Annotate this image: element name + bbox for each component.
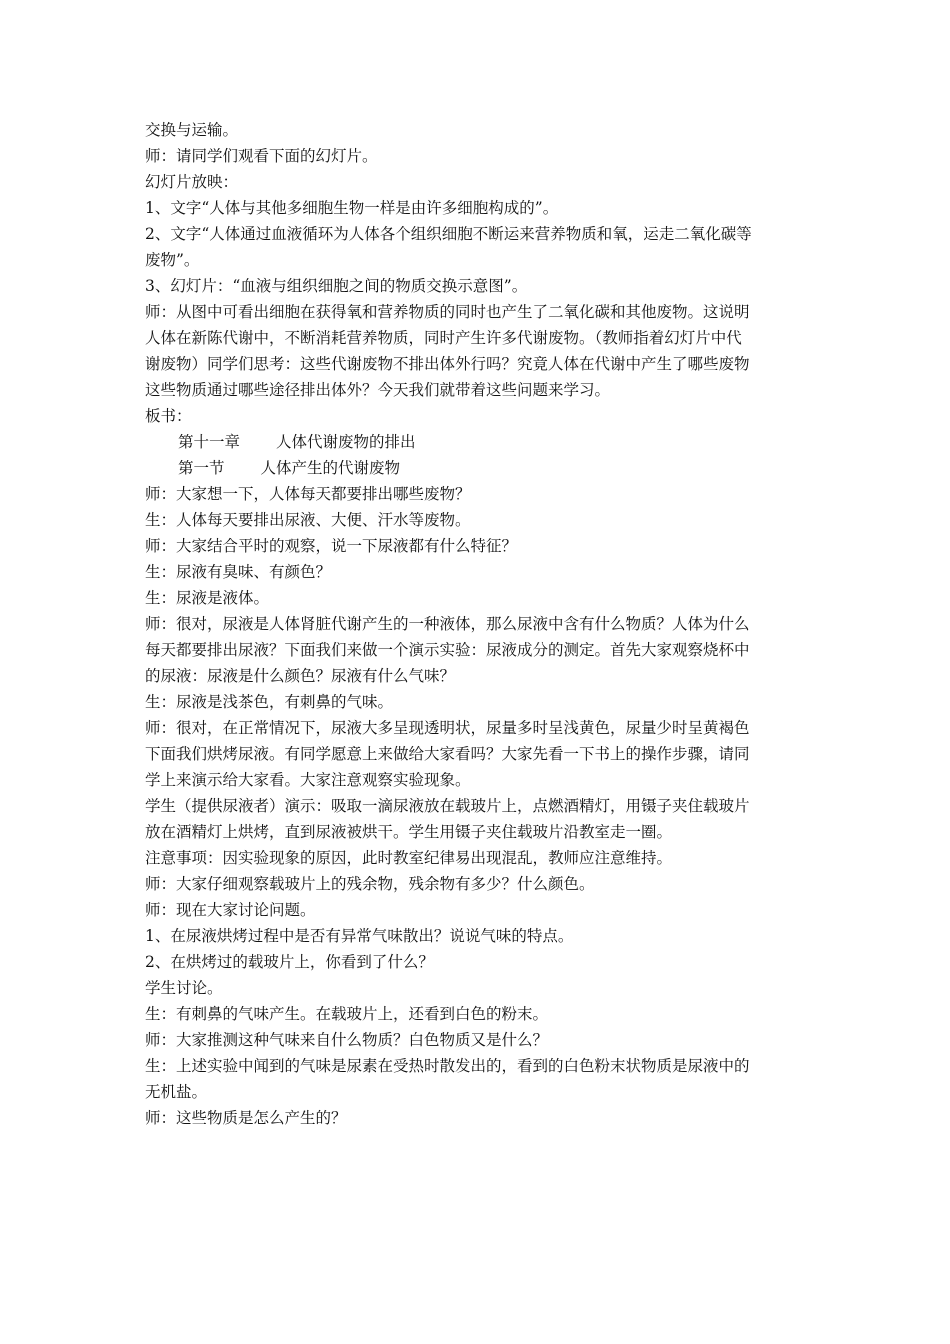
text-line: 师：大家结合平时的观察，说一下尿液都有什么特征？ <box>145 537 518 555</box>
section-label: 第一节 <box>178 459 225 477</box>
document-page <box>145 117 815 1131</box>
text-line: 谢废物）同学们思考：这些代谢废物不排出体外行吗？究竟人体在代谢中产生了哪些废物 <box>145 355 750 373</box>
board-headings <box>145 429 815 481</box>
text-line: 师：请同学们观看下面的幻灯片。 <box>145 147 378 165</box>
text-line: 1、在尿液烘烤过程中是否有异常气味散出？说说气味的特点。 <box>145 927 574 945</box>
text-line: 人体在新陈代谢中，不断消耗营养物质，同时产生许多代谢废物。（教师指着幻灯片中代 <box>145 329 742 347</box>
text-line: 生：尿液是液体。 <box>145 589 270 607</box>
text-line: 交换与运输。 <box>145 121 239 139</box>
text-line: 板书： <box>145 407 192 425</box>
text-line: 生：尿液有臭味、有颜色？ <box>145 563 332 581</box>
text-line: 学生（提供尿液者）演示：吸取一滴尿液放在载玻片上，点燃酒精灯，用镊子夹住载玻片 <box>145 797 750 815</box>
text-line: 的尿液：尿液是什么颜色？尿液有什么气味？ <box>145 667 456 685</box>
text-line: 师：从图中可看出细胞在获得氧和营养物质的同时也产生了二氧化碳和其他废物。这说明 <box>145 303 750 321</box>
dialogue-paragraphs <box>145 481 815 1131</box>
text-line: 师：这些物质是怎么产生的？ <box>145 1109 347 1127</box>
text-line: 2、文字“人体通过血液循环为人体各个组织细胞不断运来营养物质和氧，运走二氧化碳等 <box>145 225 752 243</box>
text-line: 下面我们烘烤尿液。有同学愿意上来做给大家看吗？大家先看一下书上的操作步骤，请同 <box>145 745 750 763</box>
text-line: 每天都要排出尿液？下面我们来做一个演示实验：尿液成分的测定。首先大家观察烧杯中 <box>145 641 750 659</box>
text-line: 师：大家推测这种气味来自什么物质？白色物质又是什么？ <box>145 1031 549 1049</box>
text-line: 生：有刺鼻的气味产生。在载玻片上，还看到白色的粉末。 <box>145 1005 549 1023</box>
intro-paragraphs <box>145 117 815 429</box>
chapter-heading <box>145 429 815 455</box>
section-title: 人体产生的代谢废物 <box>260 459 401 477</box>
text-line: 1、文字“人体与其他多细胞生物一样是由许多细胞构成的”。 <box>145 199 559 217</box>
text-line: 2、在烘烤过的载玻片上，你看到了什么？ <box>145 953 434 971</box>
text-line: 师：现在大家讨论问题。 <box>145 901 316 919</box>
text-line: 幻灯片放映： <box>145 173 239 191</box>
text-line: 生：尿液是浅茶色，有刺鼻的气味。 <box>145 693 394 711</box>
text-line: 放在酒精灯上烘烤，直到尿液被烘干。学生用镊子夹住载玻片沿教室走一圈。 <box>145 823 673 841</box>
text-line: 生：人体每天要排出尿液、大便、汗水等废物。 <box>145 511 471 529</box>
text-line: 无机盐。 <box>145 1083 208 1101</box>
text-line: 师：大家想一下，人体每天都要排出哪些废物？ <box>145 485 471 503</box>
text-line: 废物”。 <box>145 251 200 269</box>
chapter-title: 人体代谢废物的排出 <box>276 433 416 451</box>
text-line: 3、幻灯片：“血液与组织细胞之间的物质交换示意图”。 <box>145 277 528 295</box>
text-line: 学上来演示给大家看。大家注意观察实验现象。 <box>145 771 471 789</box>
text-line: 这些物质通过哪些途径排出体外？今天我们就带着这些问题来学习。 <box>145 381 611 399</box>
text-line: 学生讨论。 <box>145 979 223 997</box>
text-line: 师：很对，在正常情况下，尿液大多呈现透明状，尿量多时呈浅黄色，尿量少时呈黄褐色 <box>145 719 750 737</box>
text-line: 生：上述实验中闻到的气味是尿素在受热时散发出的，看到的白色粉末状物质是尿液中的 <box>145 1057 750 1075</box>
text-line: 师：大家仔细观察载玻片上的残余物，残余物有多少？什么颜色。 <box>145 875 595 893</box>
text-line: 师：很对，尿液是人体肾脏代谢产生的一种液体，那么尿液中含有什么物质？人体为什么 <box>145 615 750 633</box>
section-heading <box>145 455 815 481</box>
text-line: 注意事项：因实验现象的原因，此时教室纪律易出现混乱，教师应注意维持。 <box>145 849 673 867</box>
chapter-label: 第十一章 <box>178 433 241 451</box>
